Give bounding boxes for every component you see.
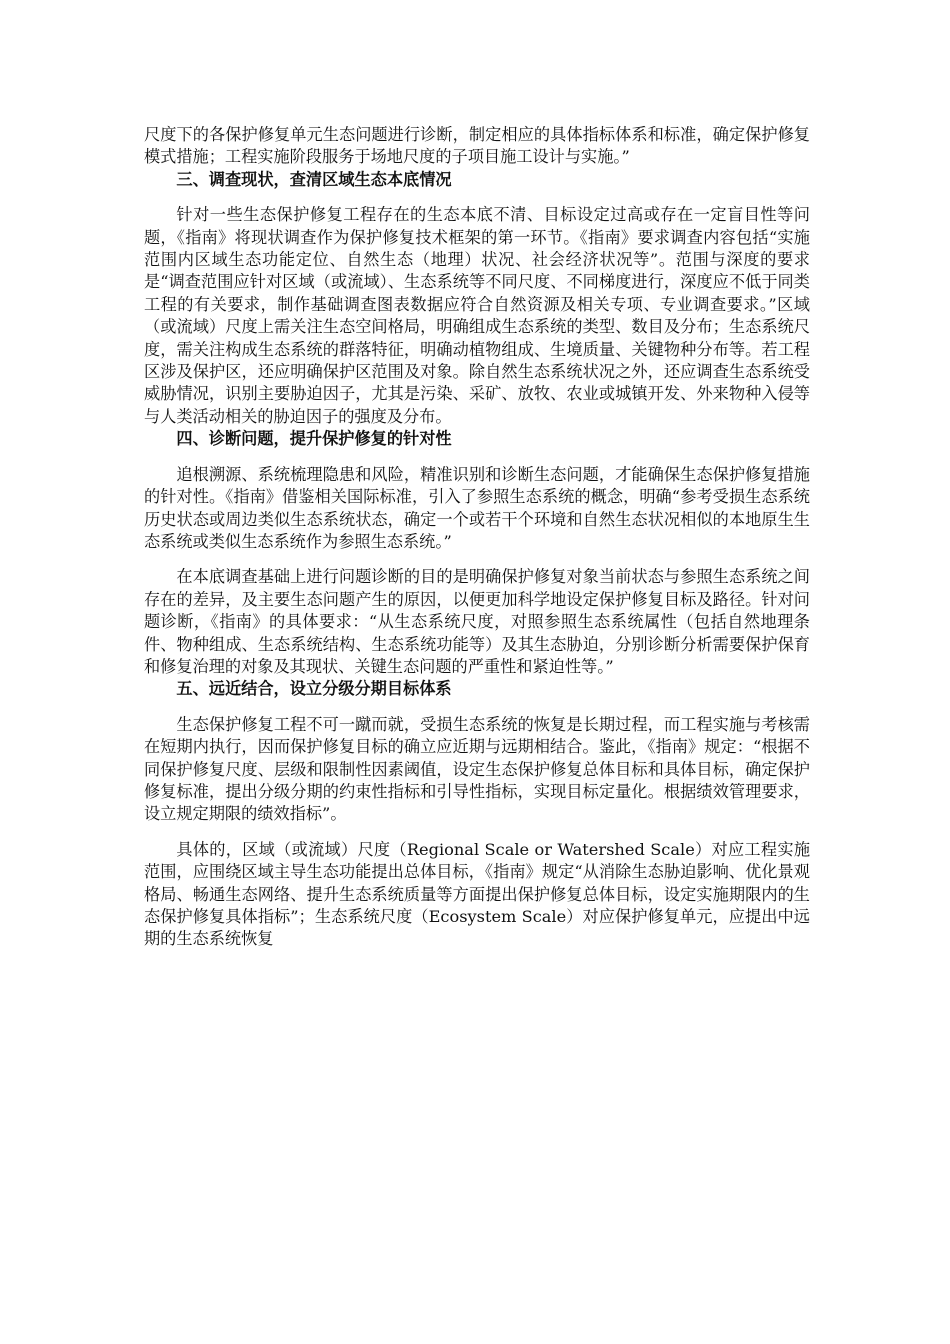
section-heading-3: 三、调查现状，查清区域生态本底情况 [176,169,452,189]
document-page [144,124,810,951]
body-paragraph: 具体的，区域（或流域）尺度（Regional Scale or Watershed Scale）对应工程实施范围，应围绕区域主导生态功能提出总体目标，《指南》规定“从消除生态胁迫影响、优化景观格局、畅通生态网络、提升生态系统质量等方面提出保护修复总体目标，设定实施期限内的生态保护修复具体指标”；生态系统尺度（Ecosystem Scale）对应保护修复单元，应提出中远期的生态系统恢复 [144,839,810,949]
body-paragraph: 在本底调查基础上进行问题诊断的目的是明确保护修复对象当前状态与参照生态系统之间存在的差异，及主要生态问题产生的原因，以便更加科学地设定保护修复目标及路径。针对问题诊断，《指南》的具体要求：“从生态系统尺度，对照参照生态系统属性（包括自然地理条件、物种组成、生态系统结构、生态系统功能等）及其生态胁迫，分别诊断分析需要保护保育和修复治理的对象及其现状、关键生态问题的严重性和紧迫性等。” [144,567,810,676]
section-heading-4: 四、诊断问题，提升保护修复的针对性 [176,429,452,449]
body-paragraph: 针对一些生态保护修复工程存在的生态本底不清、目标设定过高或存在一定盲目性等问题，《指南》将现状调查作为保护修复技术框架的第一环节。《指南》要求调查内容包括“实施范围内区域生态功能定位、自然生态（地理）状况、社会经济状况等”。范围与深度的要求是“调查范围应针对区域（或流域）、生态系统等不同尺度、不同梯度进行，深度应不低于同类工程的有关要求，制作基础调查图表数据应符合自然资源及相关专项、专业调查要求。”区域（或流域）尺度上需关注生态空间格局，明确组成生态系统的类型、数目及分布；生态系统尺度，需关注构成生态系统的群落特征，明确动植物组成、生境质量、关键物种分布等。若工程区涉及保护区，还应明确保护区范围及对象。除自然生态系统状况之外，还应调查生态系统受威胁情况，识别主要胁迫因子，尤其是污染、采矿、放牧、农业或城镇开发、外来物种入侵等与人类活动相关的胁迫因子的强度及分布。 [144,205,810,426]
body-paragraph: 追根溯源、系统梳理隐患和风险，精准识别和诊断生态问题，才能确保生态保护修复措施的针对性。《指南》借鉴相关国际标准，引入了参照生态系统的概念，明确“参考受损生态系统历史状态或周边类似生态系统状态，确定一个或若干个环境和自然生态状况相似的本地原生生态系统或类似生态系统作为参照生态系统。” [144,464,810,551]
paragraph-continuation: 尺度下的各保护修复单元生态问题进行诊断，制定相应的具体指标体系和标准，确定保护修复模式措施；工程实施阶段服务于场地尺度的子项目施工设计与实施。” [144,125,810,167]
section-heading-5: 五、远近结合，设立分级分期目标体系 [176,679,452,699]
body-paragraph: 生态保护修复工程不可一蹴而就，受损生态系统的恢复是长期过程，而工程实施与考核需在短期内执行，因而保护修复目标的确立应近期与远期相结合。鉴此，《指南》规定：“根据不同保护修复尺度、层级和限制性因素阈值，设定生态保护修复总体目标和具体目标，确定保护修复标准，提出分级分期的约束性指标和引导性指标，实现目标定量化。根据绩效管理要求，设立规定期限的绩效指标”。 [144,714,810,824]
